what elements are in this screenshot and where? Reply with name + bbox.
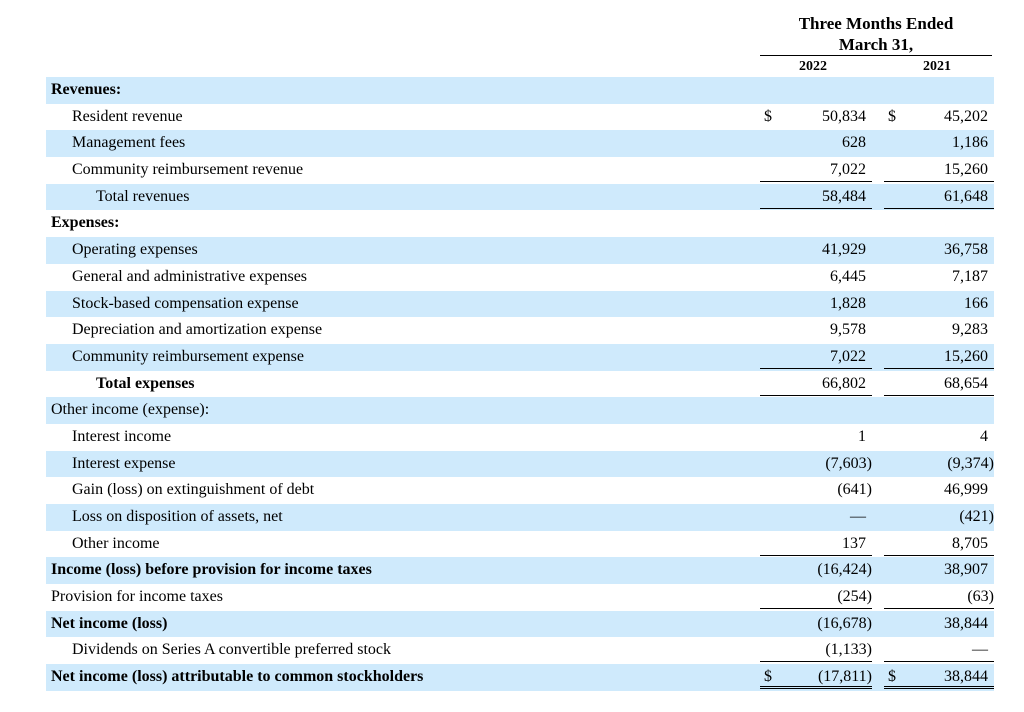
table-row (46, 317, 994, 344)
value-2022 (760, 211, 872, 235)
value-2022: (16,424) (817, 561, 872, 579)
value-2021: (421) (959, 508, 994, 525)
row-label: Operating expenses (72, 241, 198, 259)
table-row (46, 264, 994, 291)
value-2022: 1,828 (830, 294, 866, 312)
row-label: Income (loss) before provision for income taxes (51, 561, 372, 579)
row-label: Management fees (72, 134, 186, 152)
table-row (46, 451, 994, 478)
value-2021: 15,260 (884, 158, 994, 182)
table-row (46, 531, 994, 558)
table-row (46, 130, 994, 157)
row-label: General and administrative expenses (72, 267, 308, 285)
column-header-title (760, 13, 992, 55)
table-row (46, 664, 994, 691)
value-2022: 9,578 (830, 321, 866, 339)
table-row (46, 637, 994, 664)
table-row (46, 371, 994, 398)
value-2022 (760, 78, 872, 102)
row-label: Stock-based compensation expense (72, 294, 299, 312)
value-2021: 7,187 (952, 267, 988, 285)
value-2021: 1,186 (952, 134, 988, 152)
header-title-line1: Three Months Ended (798, 14, 954, 33)
value-2022: 6,445 (830, 267, 866, 285)
value-2021: (63) (884, 585, 994, 609)
year-header-2021: 2021 (884, 59, 990, 78)
value-2022: 58,484 (760, 185, 872, 209)
value-2021: (9,374) (947, 454, 994, 472)
value-2022: 7,022 (760, 345, 872, 369)
value-2021: 36,758 (944, 241, 988, 259)
row-label: Dividends on Series A convertible preferred stock (72, 641, 392, 659)
value-2022: 41,929 (822, 241, 866, 259)
value-2021: 166 (964, 294, 988, 312)
value-2021: 68,654 (884, 372, 994, 396)
row-label: Other income (expense): (51, 401, 210, 419)
table-row (46, 104, 994, 131)
row-label: Provision for income taxes (51, 588, 223, 606)
value-2021: 38,844 (884, 665, 994, 689)
year-header-2022: 2022 (760, 59, 866, 78)
value-2022: (641) (837, 481, 872, 499)
currency-symbol: $ (764, 668, 772, 686)
row-label: Total expenses (96, 374, 195, 392)
value-2021: 46,999 (944, 481, 988, 499)
table-row (46, 77, 994, 104)
table-row (46, 291, 994, 318)
currency-symbol: $ (888, 668, 896, 686)
row-label: Net income (loss) attributable to common stockholders (51, 668, 424, 686)
table-row (46, 584, 994, 611)
row-label: Community reimbursement expense (72, 347, 304, 365)
value-2021: 38,844 (944, 614, 988, 632)
row-label: Expenses: (51, 214, 120, 232)
table-row (46, 557, 994, 584)
row-label: Gain (loss) on extinguishment of debt (72, 481, 315, 499)
value-2022: (254) (760, 585, 872, 609)
row-label: Loss on disposition of assets, net (72, 508, 283, 525)
row-label: Community reimbursement revenue (72, 161, 304, 179)
value-2021 (884, 211, 994, 235)
header-rule (760, 55, 992, 56)
value-2021: 45,202 (944, 107, 988, 125)
value-2022: 1 (858, 427, 866, 445)
table-row (46, 504, 994, 531)
table-row (46, 477, 994, 504)
value-2021: — (884, 638, 994, 662)
currency-symbol: $ (764, 107, 772, 125)
row-label: Total revenues (96, 187, 190, 205)
value-2021: 9,283 (952, 321, 988, 339)
currency-symbol: $ (888, 107, 896, 125)
row-label: Net income (loss) (51, 614, 168, 632)
value-2022: — (850, 508, 866, 525)
value-2021: 8,705 (884, 532, 994, 556)
value-2022 (760, 398, 872, 422)
table-row (46, 237, 994, 264)
value-2022: (1,133) (760, 638, 872, 662)
value-2021: 15,260 (884, 345, 994, 369)
value-2021 (884, 78, 994, 102)
value-2021 (884, 398, 994, 422)
table-row (46, 157, 994, 184)
value-2022: (16,678) (817, 614, 872, 632)
table-row (46, 210, 994, 237)
table-row (46, 424, 994, 451)
value-2022: 137 (760, 532, 872, 556)
value-2022: 7,022 (760, 158, 872, 182)
value-2022: (17,811) (760, 665, 872, 689)
value-2022: 50,834 (822, 107, 866, 125)
value-2022: (7,603) (825, 454, 872, 472)
row-label: Revenues: (51, 81, 122, 98)
row-label: Other income (72, 534, 160, 552)
table-row (46, 344, 994, 371)
value-2022: 66,802 (760, 372, 872, 396)
value-2022: 628 (842, 134, 866, 152)
value-2021: 61,648 (884, 185, 994, 209)
table-row (46, 611, 994, 638)
table-row (46, 397, 994, 424)
header-title-line2: March 31, (838, 35, 914, 54)
row-label: Resident revenue (72, 107, 183, 125)
row-label: Depreciation and amortization expense (72, 321, 323, 339)
row-label: Interest income (72, 427, 172, 445)
value-2021: 4 (980, 427, 988, 445)
value-2021: 38,907 (944, 561, 988, 579)
table-row (46, 184, 994, 211)
income-statement-table (46, 77, 994, 691)
row-label: Interest expense (72, 454, 176, 472)
